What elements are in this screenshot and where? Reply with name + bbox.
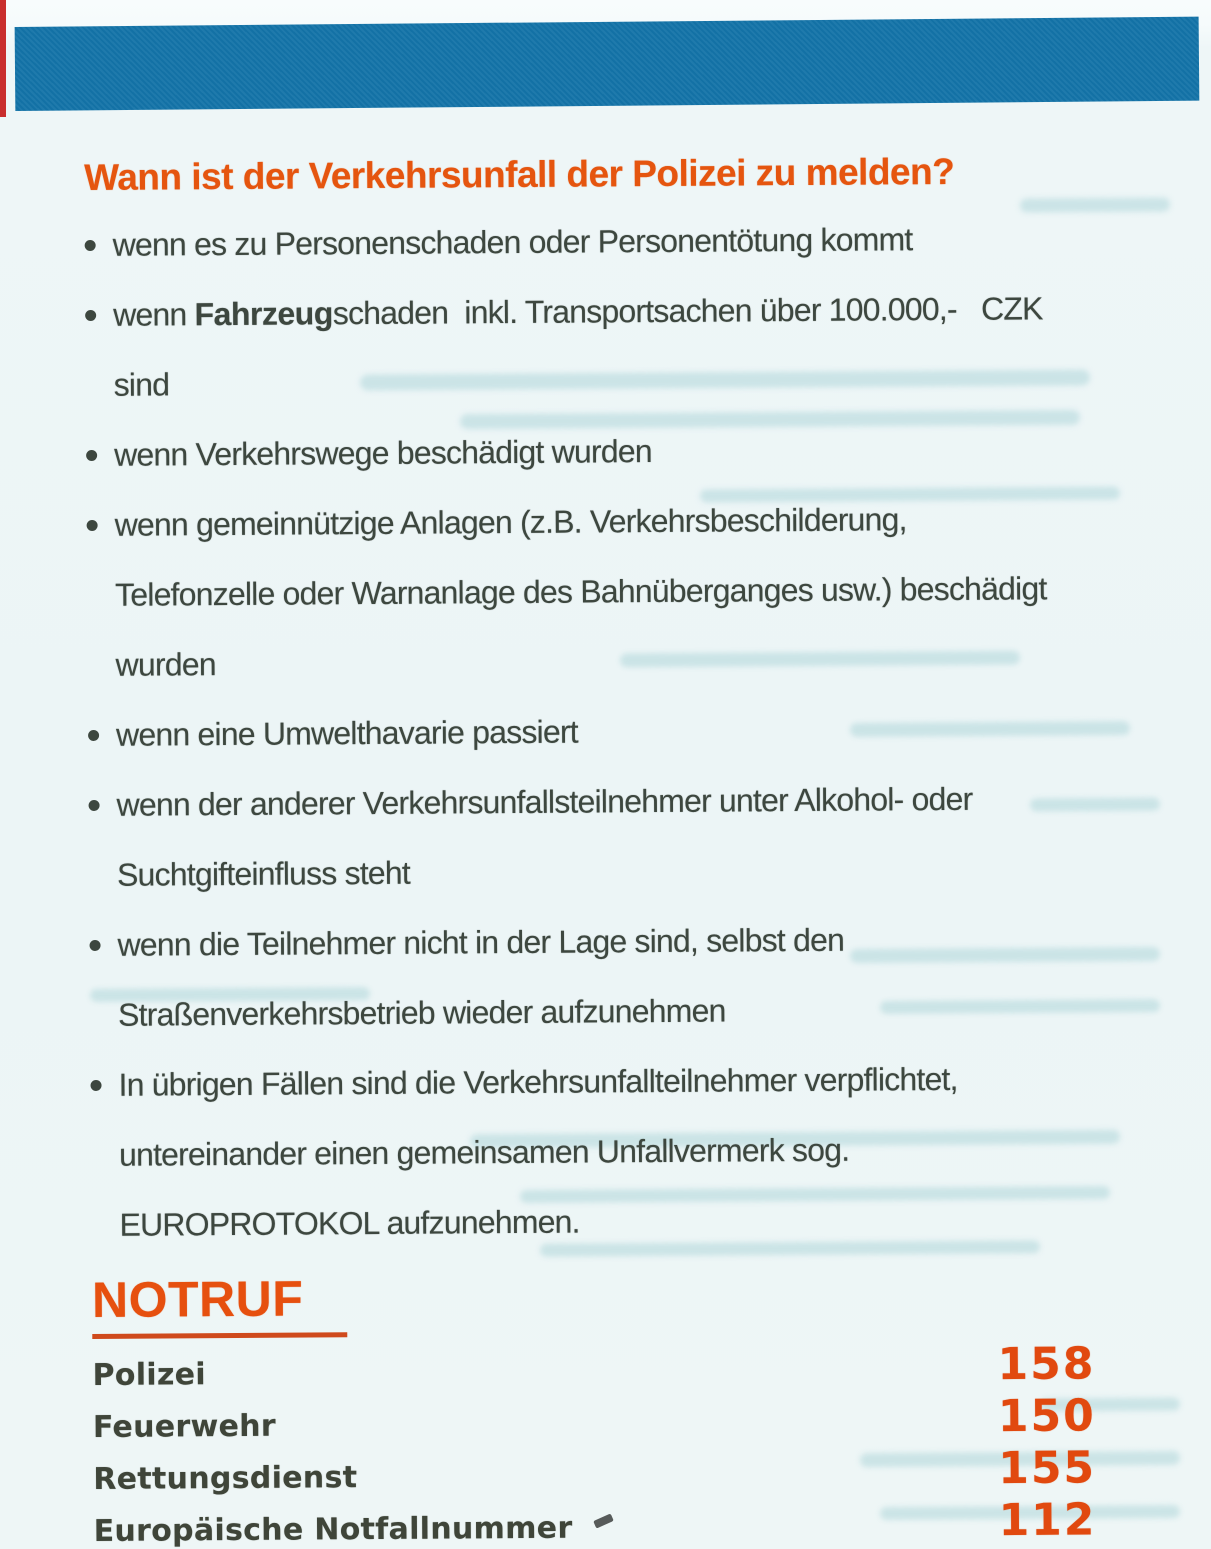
- emergency-number: 150: [997, 1390, 1096, 1443]
- document-content: [84, 142, 1179, 1549]
- text-line: [88, 692, 1173, 770]
- text-line: [91, 1182, 1176, 1260]
- bullet-list: [84, 202, 1176, 1260]
- notruf-heading: NOTRUF: [92, 1272, 348, 1339]
- bullet-icon: [90, 939, 118, 950]
- bullet-text: wenn der anderer Verkehrsunfallsteilnehmer unter Alkohol- oder: [116, 780, 973, 823]
- bullet-text: wenn Verkehrswege beschädigt wurden: [113, 432, 652, 473]
- bullet-text: wenn es zu Personenschaden oder Personentötung kommt: [112, 220, 913, 263]
- list-item: [86, 412, 1171, 490]
- text-line: [89, 832, 1174, 910]
- list-item: [85, 272, 1171, 420]
- text-line: [91, 1112, 1176, 1190]
- list-item: [89, 902, 1175, 1050]
- bullet-text: Suchtgifteinfluss steht: [116, 854, 411, 893]
- emergency-service-label: Rettungsdienst: [93, 1459, 358, 1497]
- text-line: [90, 1042, 1175, 1120]
- bullet-text: wenn eine Umwelthavarie passiert: [115, 713, 578, 753]
- table-row: [93, 1494, 1178, 1549]
- bullet-text: wurden: [115, 645, 216, 683]
- emergency-number: 155: [998, 1442, 1097, 1495]
- list-item: [88, 692, 1173, 770]
- bullet-icon: [86, 449, 114, 460]
- list-item: [86, 482, 1172, 700]
- list-item: [90, 1042, 1176, 1260]
- header-bar: [15, 17, 1200, 111]
- bullet-text: untereinander einen gemeinsamen Unfallvermerk sog.: [118, 1131, 850, 1173]
- emergency-number: 158: [997, 1338, 1096, 1391]
- text-line: [89, 902, 1174, 980]
- page-edge-stripe: [0, 0, 6, 117]
- bullet-icon: [85, 309, 113, 320]
- list-item: [84, 202, 1169, 280]
- emergency-service-label: Europäische Notfallnummer: [93, 1510, 573, 1549]
- emergency-number: 112: [998, 1494, 1097, 1547]
- text-line: [86, 412, 1171, 490]
- text-line: [85, 342, 1170, 420]
- text-line: [84, 202, 1169, 280]
- bullet-text: sind: [113, 365, 170, 403]
- emergency-service-label: Feuerwehr: [92, 1408, 277, 1445]
- bullet-text: EUROPROTOKOL aufzunehmen.: [119, 1203, 580, 1243]
- bullet-text: Straßenverkehrsbetrieb wieder aufzunehmen: [117, 992, 726, 1033]
- bullet-text: wenn Fahrzeugschaden inkl. Transportsachen über 100.000,- CZK: [113, 289, 1043, 333]
- text-line: [85, 272, 1170, 350]
- bullet-icon: [85, 239, 113, 250]
- text-line: [88, 762, 1173, 840]
- text-line: [86, 482, 1171, 560]
- list-item: [88, 762, 1174, 910]
- bullet-icon: [90, 1079, 118, 1090]
- text-line: [87, 622, 1172, 700]
- emergency-numbers-table: [92, 1338, 1178, 1549]
- bullet-text: wenn gemeinnützige Anlagen (z.B. Verkehrsbeschilderung,: [114, 500, 907, 543]
- bullet-icon: [89, 799, 117, 810]
- text-line: [87, 552, 1172, 630]
- page-title: Wann ist der Verkehrsunfall der Polizei zu melden?: [84, 150, 955, 198]
- bullet-text: wenn die Teilnehmer nicht in der Lage sind, selbst den: [117, 921, 845, 963]
- emergency-service-label: Polizei: [92, 1356, 207, 1393]
- bullet-text: In übrigen Fällen sind die Verkehrsunfallteilnehmer verpflichtet,: [118, 1060, 958, 1103]
- text-line: [90, 972, 1175, 1050]
- bullet-icon: [87, 519, 115, 530]
- bullet-text: Telefonzelle oder Warnanlage des Bahnüberganges usw.) beschädigt: [114, 569, 1047, 613]
- bullet-icon: [88, 729, 116, 740]
